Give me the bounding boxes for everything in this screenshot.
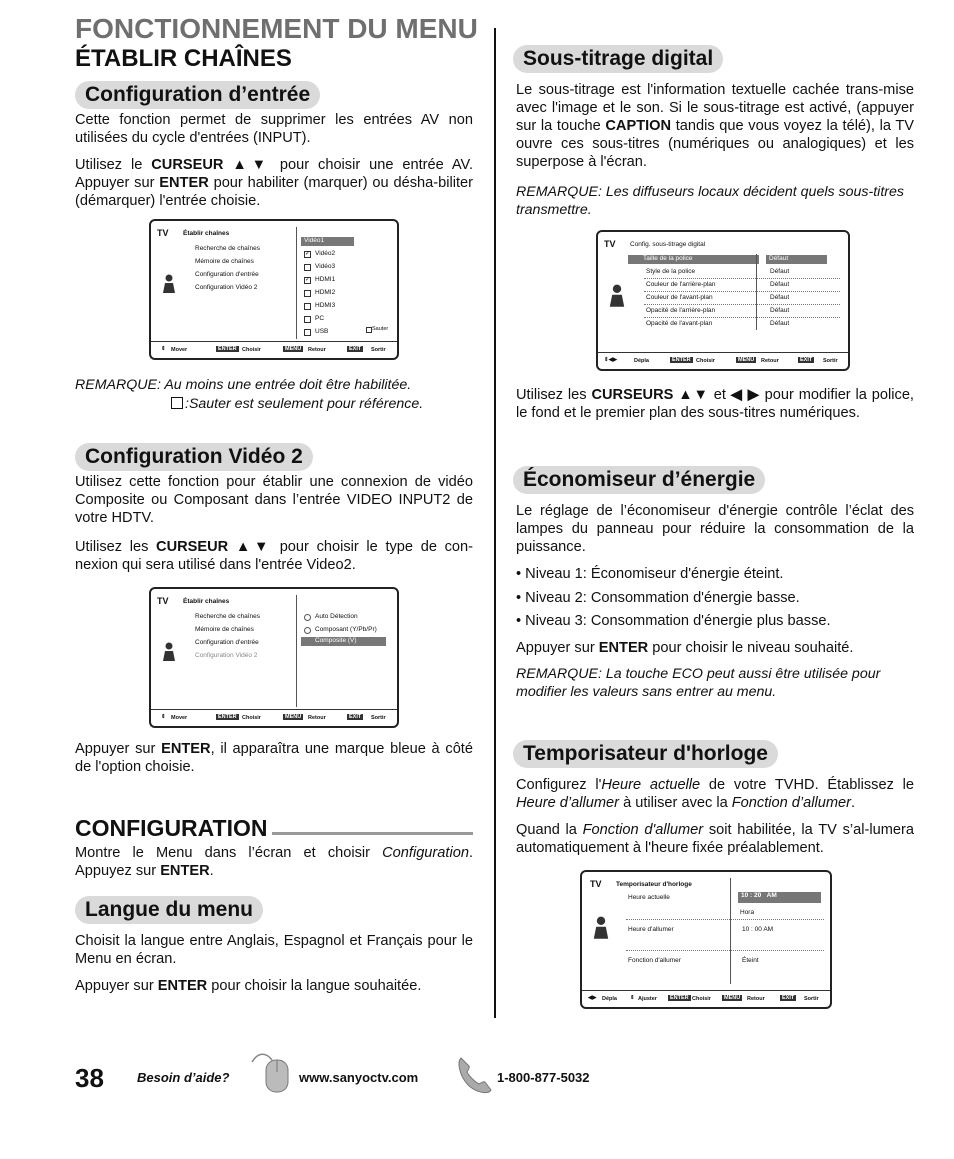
value: Défaut <box>770 307 790 314</box>
menu-item[interactable]: Configuration d'entrée <box>195 271 259 278</box>
menu-button[interactable]: MENU <box>724 995 741 1001</box>
quit-label: Sortir <box>823 358 838 364</box>
menu-item[interactable]: Heure actuelle <box>628 894 670 901</box>
langue-text-1: Choisit la langue entre Anglais, Espagnol et Français pour le Menu en écran. <box>75 933 473 967</box>
heading-langue: Langue du menu <box>75 896 263 924</box>
skip-label: Sauter <box>372 326 389 332</box>
row-separator <box>626 950 824 951</box>
exit-button[interactable]: EXIT <box>349 714 362 720</box>
row-separator <box>644 304 840 305</box>
note-config-entree: REMARQUE: Au moins une entrée doit être habilitée. <box>75 377 412 393</box>
menu-item[interactable]: Opacité de l'avant-plan <box>646 320 713 327</box>
screen-config-entree <box>149 219 399 360</box>
move-label: Mover <box>171 715 188 721</box>
checkbox[interactable] <box>304 264 311 271</box>
enter-button[interactable]: ENTER <box>670 995 689 1001</box>
screen-config-video2 <box>149 587 399 728</box>
heading-config-video2: Configuration Vidéo 2 <box>75 443 313 471</box>
help-text: Besoin d’aide? <box>137 1070 230 1085</box>
option-label: Vidéo2 <box>315 250 336 257</box>
phone-icon <box>455 1054 495 1096</box>
tv-label: TV <box>604 239 616 249</box>
heading-sous-titrage: Sous-titrage digital <box>513 45 723 73</box>
value: Défaut <box>770 281 790 288</box>
bottom-bar <box>151 341 397 358</box>
menu-title: Temporisateur d'horloge <box>616 881 692 888</box>
menu-button[interactable]: MENU <box>285 714 302 720</box>
back-label: Retour <box>747 996 765 1002</box>
skip-box-icon <box>171 397 183 409</box>
tv-label: TV <box>590 879 602 889</box>
up-down-icon: ⇕ <box>630 995 635 1001</box>
menu-item[interactable]: Heure d'allumer <box>628 926 674 933</box>
hora-label: Hora <box>740 909 755 916</box>
heading-economiseur: Économiseur d’énergie <box>513 466 765 494</box>
option-composite[interactable]: Composite (V) <box>301 637 386 646</box>
person-icon <box>590 916 612 940</box>
configuration-text: Montre le Menu dans l’écran et choisir Configuration. Appuyez sur ENTER. <box>75 845 473 879</box>
move-label: Dépla <box>602 996 617 1002</box>
heading-config-entree: Configuration d’entrée <box>75 81 320 109</box>
current-time-field[interactable]: 10 : 20 AM <box>738 892 821 903</box>
option-label: PC <box>315 315 325 322</box>
bottom-bar <box>151 709 397 726</box>
quit-label: Sortir <box>371 715 386 721</box>
economiseur-text-1: Le réglage de l’économiseur d'énergie contrôle l’éclat des lampes du panneau pour réduire la consommation de la puissance. <box>516 503 914 555</box>
person-icon <box>161 642 177 662</box>
option-label: HDMI3 <box>315 302 336 309</box>
left-right-icon: ◀▶ <box>588 995 597 1001</box>
heading-temporisateur: Temporisateur d'horloge <box>513 740 778 768</box>
menu-button[interactable]: MENU <box>738 357 755 363</box>
tv-label: TV <box>157 596 169 606</box>
option-label: Composant (Y/Pb/Pr) <box>315 626 377 633</box>
checkbox[interactable]: ✓ <box>305 277 311 283</box>
tv-label: TV <box>157 228 169 238</box>
person-icon <box>606 284 628 308</box>
config-video2-text-2: Utilisez les CURSEUR ▲▼ pour choisir le type de con-nexion qui sera utilisé dans l'entrée Video2. <box>75 539 474 573</box>
divider-line <box>730 878 731 984</box>
quit-label: Sortir <box>804 996 819 1002</box>
checkbox[interactable] <box>304 316 311 323</box>
langue-text-2: Appuyer sur ENTER pour choisir la langue souhaitée. <box>75 978 422 994</box>
menu-item[interactable]: Configuration d'entrée <box>195 639 259 646</box>
option-label: USB <box>315 328 329 335</box>
back-label: Retour <box>761 358 779 364</box>
enter-button[interactable]: ENTER <box>672 357 691 363</box>
menu-item-selected[interactable]: Taille de la police <box>628 255 759 264</box>
mouse-icon <box>250 1050 292 1096</box>
website-link[interactable]: www.sanyoctv.com <box>299 1070 419 1085</box>
menu-button[interactable]: MENU <box>285 346 302 352</box>
radio-button[interactable] <box>304 627 311 634</box>
note-sous-titrage: REMARQUE: Les diffuseurs locaux décident quels sous-titres transmettre. <box>516 184 904 218</box>
quit-label: Sortir <box>371 347 386 353</box>
phone-number: 1-800-877-5032 <box>497 1070 590 1085</box>
sous-titrage-text-1: Le sous-titrage est l'information textuelle cachée trans-mise avec l'image et le son. Si le sous-titrage est activé, (appuyer sur la touche CAPTION tandis que vous voyez la télé), la TV ouvre ces sous-titres (numériques ou analogiques) et les superpose à l'écran. <box>516 82 914 170</box>
value: Défaut <box>770 320 790 327</box>
heading-rule <box>272 832 473 835</box>
on-time-value[interactable]: 10 : 00 AM <box>742 926 774 933</box>
menu-item[interactable]: Recherche de chaînes <box>195 245 261 252</box>
bottom-bar <box>598 352 848 369</box>
note-skip: :Sauter est seulement pour référence. <box>171 395 471 413</box>
config-entree-text-2: Utilisez le CURSEUR ▲▼ pour choisir une entrée AV. Appuyer sur ENTER pour habiliter (marquer) ou désha-biliter (démarquer) l'entrée choisie. <box>75 157 473 209</box>
screen-temporisateur <box>580 870 832 1009</box>
row-separator <box>644 278 840 279</box>
exit-button[interactable]: EXIT <box>349 346 362 352</box>
bottom-bar <box>582 990 830 1007</box>
page-title: FONCTIONNEMENT DU MENU <box>75 13 478 44</box>
divider-line <box>296 595 297 707</box>
enter-button[interactable]: ENTER <box>218 346 237 352</box>
enter-button[interactable]: ENTER <box>218 714 237 720</box>
checkbox[interactable]: ✓ <box>305 251 311 257</box>
economiseur-bullet: • Niveau 3: Consommation d'énergie plus basse. <box>516 613 831 629</box>
option-label: Auto Détection <box>315 613 358 620</box>
choose-label: Choisir <box>242 715 261 721</box>
exit-button[interactable]: EXIT <box>782 995 795 1001</box>
heading-configuration: CONFIGURATION <box>75 815 268 841</box>
choose-label: Choisir <box>696 358 715 364</box>
value: Défaut <box>770 268 790 275</box>
value-selected[interactable]: Défaut <box>766 255 827 264</box>
menu-item[interactable]: Opacité de l'arrière-plan <box>646 307 716 314</box>
config-video2-text-1: Utilisez cette fonction pour établir une connexion de vidéo Composite ou Composant dans l’entrée VIDEO INPUT2 de votre HDTV. <box>75 474 473 526</box>
choose-label: Choisir <box>242 347 261 353</box>
menu-item[interactable]: Configuration Vidéo 2 <box>195 652 258 659</box>
page-number: 38 <box>75 1063 104 1093</box>
divider-line <box>756 254 757 330</box>
move-icon: ⇕ <box>161 714 166 720</box>
option-video1[interactable]: Vidéo1 <box>301 237 354 246</box>
menu-title: Établir chaînes <box>183 230 230 237</box>
menu-item[interactable]: Recherche de chaînes <box>195 613 261 620</box>
column-divider <box>494 28 496 1018</box>
value: Défaut <box>770 294 790 301</box>
note-economiseur: REMARQUE: La touche ECO peut aussi être utilisée pour modifier les valeurs sans entrer au menu. <box>516 666 881 700</box>
checkbox[interactable] <box>304 329 311 336</box>
menu-item[interactable]: Couleur de l'avant-plan <box>646 294 713 301</box>
adjust-label: Ajuster <box>638 996 657 1002</box>
temporisateur-text-2: Quand la Fonction d'allumer soit habilitée, la TV s’al-lumera automatiquement à l'heure fixée préalablement. <box>516 822 914 856</box>
menu-item[interactable]: Mémoire de chaînes <box>195 258 254 265</box>
menu-item[interactable]: Style de la police <box>646 268 696 275</box>
screen-sous-titrage <box>596 230 850 371</box>
sous-titrage-text-2: Utilisez les CURSEURS ▲▼ et ◀ ▶ pour modifier la police, le fond et le premier plan des sous-titres numériques. <box>516 387 914 421</box>
row-separator <box>644 291 840 292</box>
on-function-value[interactable]: Éteint <box>742 957 759 964</box>
checkbox[interactable] <box>304 303 311 310</box>
menu-item[interactable]: Mémoire de chaînes <box>195 626 254 633</box>
move-label: Dépla <box>634 358 649 364</box>
back-label: Retour <box>308 347 326 353</box>
economiseur-bullet: • Niveau 1: Économiseur d'énergie éteint. <box>516 566 784 582</box>
person-icon <box>161 274 177 294</box>
move-icon: ⇕ <box>161 346 166 352</box>
row-separator <box>644 317 840 318</box>
menu-item[interactable]: Configuration Vidéo 2 <box>195 284 258 291</box>
radio-button[interactable] <box>304 614 311 621</box>
economiseur-bullet: • Niveau 2: Consommation d'énergie basse. <box>516 590 800 606</box>
menu-item[interactable]: Fonction d'allumer <box>628 957 681 964</box>
menu-title: Établir chaînes <box>183 598 230 605</box>
divider-line <box>296 227 297 339</box>
economiseur-text-2: Appuyer sur ENTER pour choisir le niveau souhaité. <box>516 640 854 656</box>
temporisateur-text-1: Configurez l'Heure actuelle de votre TVHD. Établissez le Heure d’allumer à utiliser avec la Fonction d’allumer. <box>516 777 914 811</box>
config-video2-text-3: Appuyer sur ENTER, il apparaîtra une marque bleue à côté de l'option choisie. <box>75 741 473 775</box>
menu-item[interactable]: Couleur de l'arrière-plan <box>646 281 716 288</box>
menu-title: Config. sous-titrage digital <box>630 241 706 248</box>
arrows-icon: ⇕◀▶ <box>604 357 618 363</box>
checkbox[interactable] <box>304 290 311 297</box>
move-label: Mover <box>171 347 188 353</box>
row-separator <box>626 919 824 920</box>
config-entree-text-1: Cette fonction permet de supprimer les entrées AV non utilisées du cycle d'entrées (INPUT). <box>75 112 473 146</box>
exit-button[interactable]: EXIT <box>800 357 813 363</box>
option-label: HDMI1 <box>315 276 336 283</box>
option-label: Vidéo3 <box>315 263 336 270</box>
back-label: Retour <box>308 715 326 721</box>
option-label: HDMI2 <box>315 289 336 296</box>
choose-label: Choisir <box>692 996 711 1002</box>
section-title: ÉTABLIR CHAÎNES <box>75 45 292 72</box>
